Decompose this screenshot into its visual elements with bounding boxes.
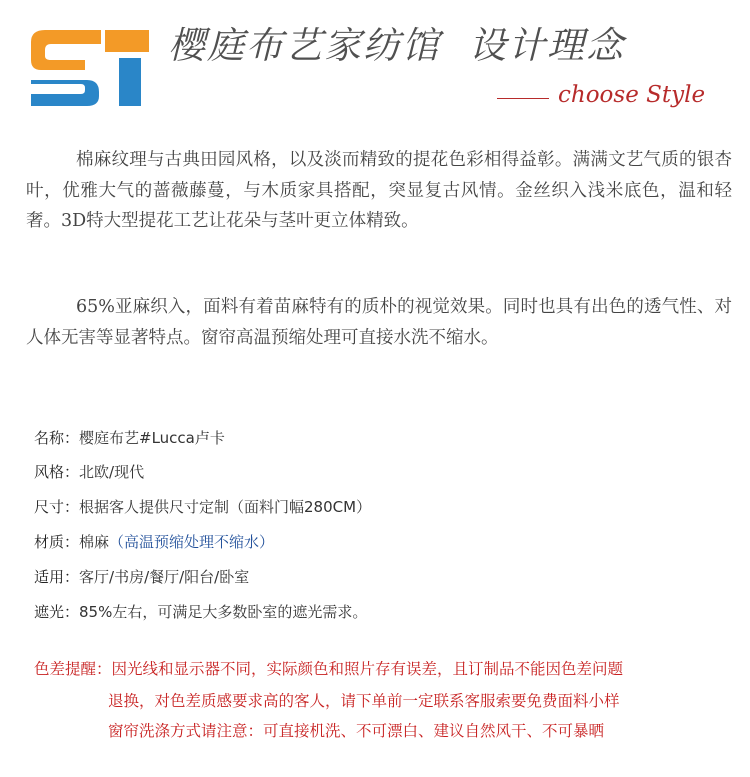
spec-note: （高温预缩处理不缩水）	[109, 533, 275, 551]
tagline: choose Style	[558, 82, 706, 108]
washing-notice: 窗帘洗涤方式请注意：可直接机洗、不可漂白、建议自然风干、不可暴晒	[108, 722, 605, 740]
spec-shading	[34, 601, 367, 622]
spec-size	[34, 496, 371, 517]
tagline-divider	[497, 98, 549, 99]
spec-label: 材质：	[34, 533, 80, 551]
brand-logo	[27, 22, 152, 108]
description-paragraph-2: 65%亚麻织入，面料有着苗麻特有的质朴的视觉效果。同时也具有出色的透气性、对人体无害等显著特点。窗帘高温预缩处理可直接水洗不缩水。	[26, 297, 732, 348]
spec-value: 棉麻	[79, 533, 110, 551]
color-notice-line-2: 退换，对色差质感要求高的客人，请下单前一定联系客服索要免费面料小样	[108, 692, 620, 710]
color-notice-line-1: 色差提醒：因光线和显示器不同，实际颜色和照片存有误差，且订制品不能因色差问题	[34, 660, 624, 678]
page-title	[168, 15, 625, 69]
description-paragraph-1: 棉麻纹理与古典田园风格，以及淡而精致的提花色彩相得益彰。满满文艺气质的银杏叶，优雅大气的蔷薇藤蔓，与木质家具搭配，突显复古风情。金丝织入浅米底色，温和轻奢。3D特大型提花工艺让花朵与茎叶更立体精致。	[26, 150, 732, 231]
logo-s-bottom	[31, 80, 99, 106]
spec-label: 风格：	[34, 463, 80, 481]
spec-material	[34, 531, 274, 552]
spec-label: 尺寸：	[34, 498, 80, 516]
spec-label: 遮光：	[34, 603, 80, 621]
spec-value: 樱庭布艺#Lucca卢卡	[79, 429, 225, 447]
title-main: 樱庭布艺家纺馆	[168, 24, 441, 67]
logo-t-stem	[119, 58, 141, 106]
spec-label: 名称：	[34, 429, 80, 447]
spec-value: 北欧/现代	[79, 463, 145, 481]
spec-usage	[34, 566, 249, 587]
title-sub: 设计理念	[469, 24, 625, 67]
spec-value: 根据客人提供尺寸定制（面料门幅280CM）	[79, 498, 372, 516]
spec-value: 客厅/书房/餐厅/阳台/卧室	[79, 568, 250, 586]
spec-style	[34, 461, 144, 482]
spec-label: 适用：	[34, 568, 80, 586]
spec-value: 85%左右，可满足大多数卧室的遮光需求。	[79, 603, 368, 621]
logo-t-bar	[105, 30, 149, 52]
spec-name	[34, 427, 225, 448]
logo-s-top	[31, 30, 101, 70]
